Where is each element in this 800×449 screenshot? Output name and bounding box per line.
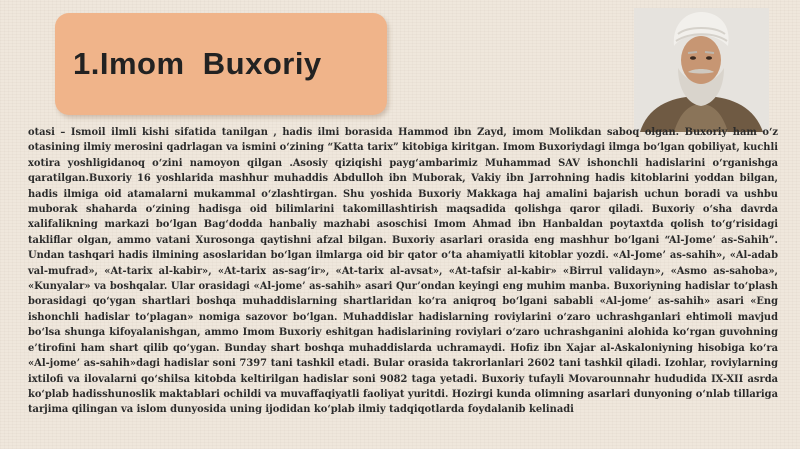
- body-paragraph: otasi – Ismoil ilmli kishi sifatida tanilgan , hadis ilmi borasida Hammod ibn Zayd, imom Molikdan saboq olgan. Buxoriy ham o‘z otasining ilmiy merosini qadrlagan va ismini o‘zining “Katta tarix” kitobiga kiritgan. Imom Buxoriydagi ilmga bo‘lgan qobiliyat, kuchli xotira yoshligidanoq o‘zini namoyon qilgan .Asosiy qiziqishi payg‘ambarimiz Muhammad SAV ishonchli hadislarini o‘rganishga qaratilgan.Buxoriy 16 yoshlarida mashhur muhaddis Abdulloh ibn Muborak, Vakiy ibn Jarrohning hadis kitoblarini yoddan bilgan, hadis ilmiga oid atamalarni mukammal o‘zlashtirgan. Shu yoshida Buxoriy Makkaga haj amalini bajarish uchun boradi va ushbu muborak shaharda o‘zining hadisga oid bilimlarini takomillashtirish maqsadida qolishga qaror qiladi. Buxoriy o‘sha davrda xalifalikning markazi bo‘lgan Bag‘dodda hanbaliy mazhabi asoschisi Imom Ahmad ibn Hanbaldan poytaxtda qolish to‘g‘risidagi takliflar olgan, ammo vatani Xurosonga qaytishni afzal bilgan. Buxoriy asarlari orasida eng mashhur bo‘lgani “Al-Jome’ as-Sahih”. Undan tashqari hadis ilmining asoslaridan bo‘lgan ilmlarga oid bir qator o‘ta ahamiyatli kitoblar yozdi. «Al-Jome’ as-sahih», «Al-adab val-mufrad», «At-tarix al-kabir», «At-tarix as-sag‘ir», «At-tarix al-avsat», «At-tafsir al-kabir» «Birrul validayn», «Asmo as-sahoba», «Kunyalar» va boshqalar. Ular orasidagi «Al-jome’ as-sahih» asari Qur’ondan keyingi eng muhim manba. Buxoriyning hadislar to‘plash borasidagi qo‘ygan shartlari boshqa muhaddislarning shartlaridan ko‘ra aniqroq bo‘lgani sababli «Al-jome’ as-sahih» asari «Eng ishonchli hadislar to‘plagan» nomiga sazovor bo‘lgan. Muhaddislar hadislarning roviylarini o‘zaro uchrashganlari ehtimoli mavjud bo‘lsa shunga kifoyalanishgan, ammo Imom Buxoriy eshitgan hadislarining roviylari o‘zaro uchrashganini alohida ko‘rgan guvohning e’tirofini ham shart qilib qo‘ygan. Bunday shart boshqa muhaddislarda uchramaydi. Hofiz ibn Xajar al-Askaloniyning hisobiga ko‘ra «Al-jome’ as-sahih»dagi hadislar soni 7397 tani tashkil etadi. Bular orasida takrorlanlari 2602 tani tashkil qiladi. Izohlar, roviylarning ixtilofi va ilovalarni qo‘shilsa kitobda keltirilgan hadislar soni 9082 taga yetadi. Buxoriy tufayli Movarounnahr hududida IX-XII asrda ko‘plab hadisshunoslik maktablari ochildi va muvaffaqiyatli faoliyat yuritdi. Hozirgi kunda olimning asarlari dunyoning o‘nlab tillariga tarjima qilingan va islom dunyosida uning ijodidan ko‘plab ilmiy tadqiqotlarda foydalanib kelinadi: [28, 127, 778, 416]
- title-box: [55, 13, 387, 115]
- slide-title: 1.Imom Buxoriy: [73, 46, 322, 81]
- portrait-icon: [634, 8, 769, 132]
- portrait-image: [634, 8, 769, 132]
